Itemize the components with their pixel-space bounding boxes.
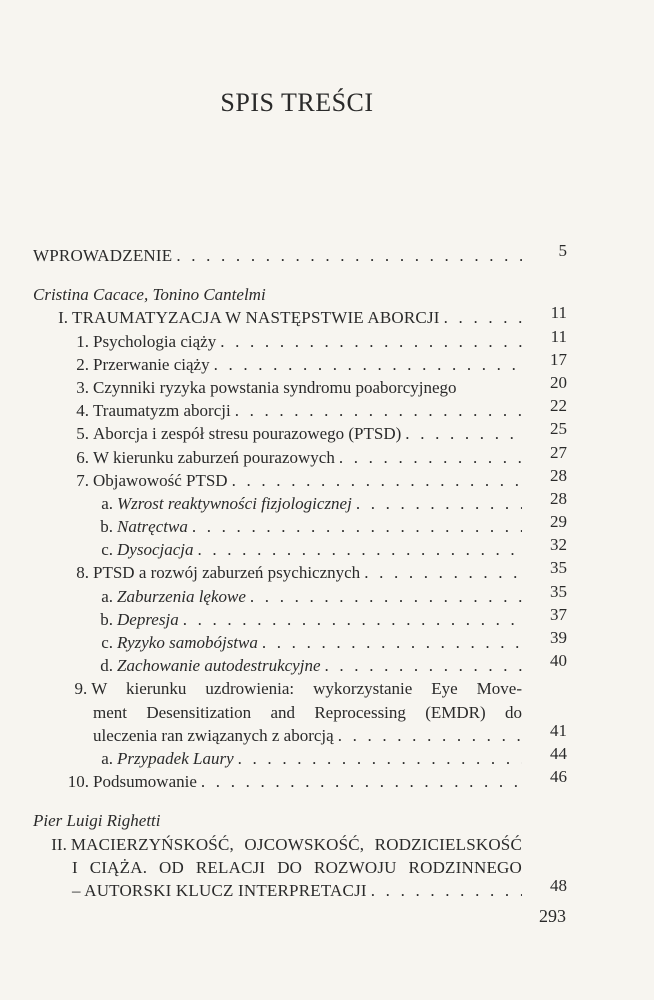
entry-number: d. [100, 656, 113, 676]
dot-leader [197, 538, 522, 561]
entry-title: WPROWADZENIE [33, 246, 173, 265]
dot-leader [183, 608, 522, 631]
entry-number: a. [101, 493, 113, 513]
page-ref: 29 [550, 512, 567, 532]
entry-title: Czynniki ryzyka powstania syndromu poaborcyjnego [93, 377, 457, 397]
entry-number: II. [51, 834, 67, 854]
spacer [0, 267, 654, 283]
dot-leader [201, 770, 522, 793]
entry-number: b. [100, 517, 113, 537]
dot-leader [262, 631, 522, 654]
entry-number: 10. [67, 772, 89, 792]
dot-leader [325, 654, 523, 677]
toc-entry [0, 651, 654, 677]
page-ref: 28 [550, 465, 567, 485]
page-ref: 25 [550, 419, 567, 439]
dot-leader [176, 244, 522, 267]
page-ref: 11 [550, 326, 567, 346]
dot-leader [235, 399, 522, 422]
entry-title: Aborcja i zespół stresu pourazowego (PTSD) [93, 424, 402, 444]
toc-entry [0, 241, 654, 267]
page-ref: 5 [558, 241, 567, 260]
entry-number: 7. [76, 470, 89, 490]
entry-title: I CIĄŻA. OD RELACJI DO ROZWOJU RODZINNEGO [72, 857, 522, 877]
page-ref: 28 [550, 488, 567, 508]
entry-number: 3. [76, 377, 89, 397]
dot-leader [364, 561, 522, 584]
entry-number: 2. [76, 354, 89, 374]
page-ref: 17 [550, 349, 567, 369]
dot-leader [405, 422, 522, 445]
dot-leader [338, 724, 522, 747]
toc-entry [0, 833, 654, 856]
entry-title: Cristina Cacace, Tonino Cantelmi [33, 285, 266, 305]
page-ref: 20 [550, 372, 567, 392]
entry-title: Pier Luigi Righetti [33, 811, 161, 831]
page-ref: 27 [550, 442, 567, 462]
entry-title: W kierunku uzdrowienia: wykorzystanie Eye Move- [91, 679, 522, 699]
entry-number: 8. [76, 563, 89, 583]
page-ref: 40 [550, 651, 567, 671]
page-ref: 32 [550, 535, 567, 555]
toc-entry [0, 875, 654, 902]
page-ref: 46 [550, 767, 567, 787]
page-number: 293 [539, 906, 566, 926]
toc-entry [0, 767, 654, 793]
entry-title: TRAUMATYZACJA W NASTĘPSTWIE ABORCJI [72, 308, 440, 328]
page-ref: 35 [550, 558, 567, 578]
entry-title: Dysocjacja [117, 540, 194, 560]
entry-title: uleczenia ran związanych z aborcją [93, 725, 334, 745]
author-line [0, 809, 654, 832]
entry-number: 5. [76, 424, 89, 444]
page-ref: 35 [550, 581, 567, 601]
entry-number: 4. [76, 401, 89, 421]
entry-title: MACIERZYŃSKOŚĆ, OJCOWSKOŚĆ, RODZICIELSKOŚĆ [70, 834, 522, 854]
entry-number: 9. [74, 679, 88, 699]
page-title: SPIS TREŚCI [220, 88, 374, 117]
entry-title: Natręctwa [117, 517, 188, 537]
entry-title: Zachowanie autodestrukcyjne [117, 656, 321, 676]
spacer [0, 793, 654, 809]
entry-title: Przypadek Laury [117, 748, 234, 768]
entry-title: W kierunku zaburzeń pourazowych [93, 447, 335, 467]
dot-leader [356, 492, 522, 515]
dot-leader [250, 585, 522, 608]
entry-number: a. [101, 748, 113, 768]
dot-leader [220, 330, 522, 353]
page-ref: 37 [550, 604, 567, 624]
entry-title: Traumatyzm aborcji [93, 401, 231, 421]
dot-leader [444, 306, 522, 329]
dot-leader [192, 515, 522, 538]
entry-number: c. [101, 633, 113, 652]
page-ref: 48 [550, 875, 567, 895]
page-ref: 39 [550, 628, 567, 647]
entry-number: 1. [76, 331, 89, 351]
page-ref: 11 [550, 303, 567, 323]
dot-leader [214, 353, 522, 376]
entry-title: ment Desensitization and Reprocessing (EMDR) do [93, 702, 522, 722]
entry-title: Wzrost reaktywności fizjologicznej [117, 493, 352, 513]
entry-number: b. [100, 609, 113, 629]
toc-entry [0, 677, 654, 700]
entry-title: Zaburzenia lękowe [117, 586, 246, 606]
entry-title: Psychologia ciąży [93, 331, 217, 351]
page-ref: 41 [550, 720, 567, 740]
dot-leader [238, 747, 522, 770]
entry-title: Podsumowanie [93, 772, 197, 792]
entry-number: 6. [76, 447, 89, 467]
dot-leader [371, 879, 522, 902]
table-of-contents [0, 241, 654, 902]
page-ref: 22 [550, 396, 567, 416]
page-ref: 44 [550, 743, 567, 763]
dot-leader [232, 469, 522, 492]
entry-title: Depresja [117, 609, 179, 629]
entry-title: Przerwanie ciąży [93, 354, 210, 374]
entry-title: – AUTORSKI KLUCZ INTERPRETACJI [72, 880, 367, 900]
entry-title: PTSD a rozwój zaburzeń psychicznych [93, 563, 361, 583]
entry-title: Objawowość PTSD [93, 470, 228, 490]
entry-number: a. [101, 586, 113, 606]
dot-leader [339, 446, 522, 469]
entry-title: Ryzyko samobójstwa [117, 633, 258, 652]
entry-number: I. [58, 308, 68, 328]
entry-number: c. [101, 540, 113, 560]
